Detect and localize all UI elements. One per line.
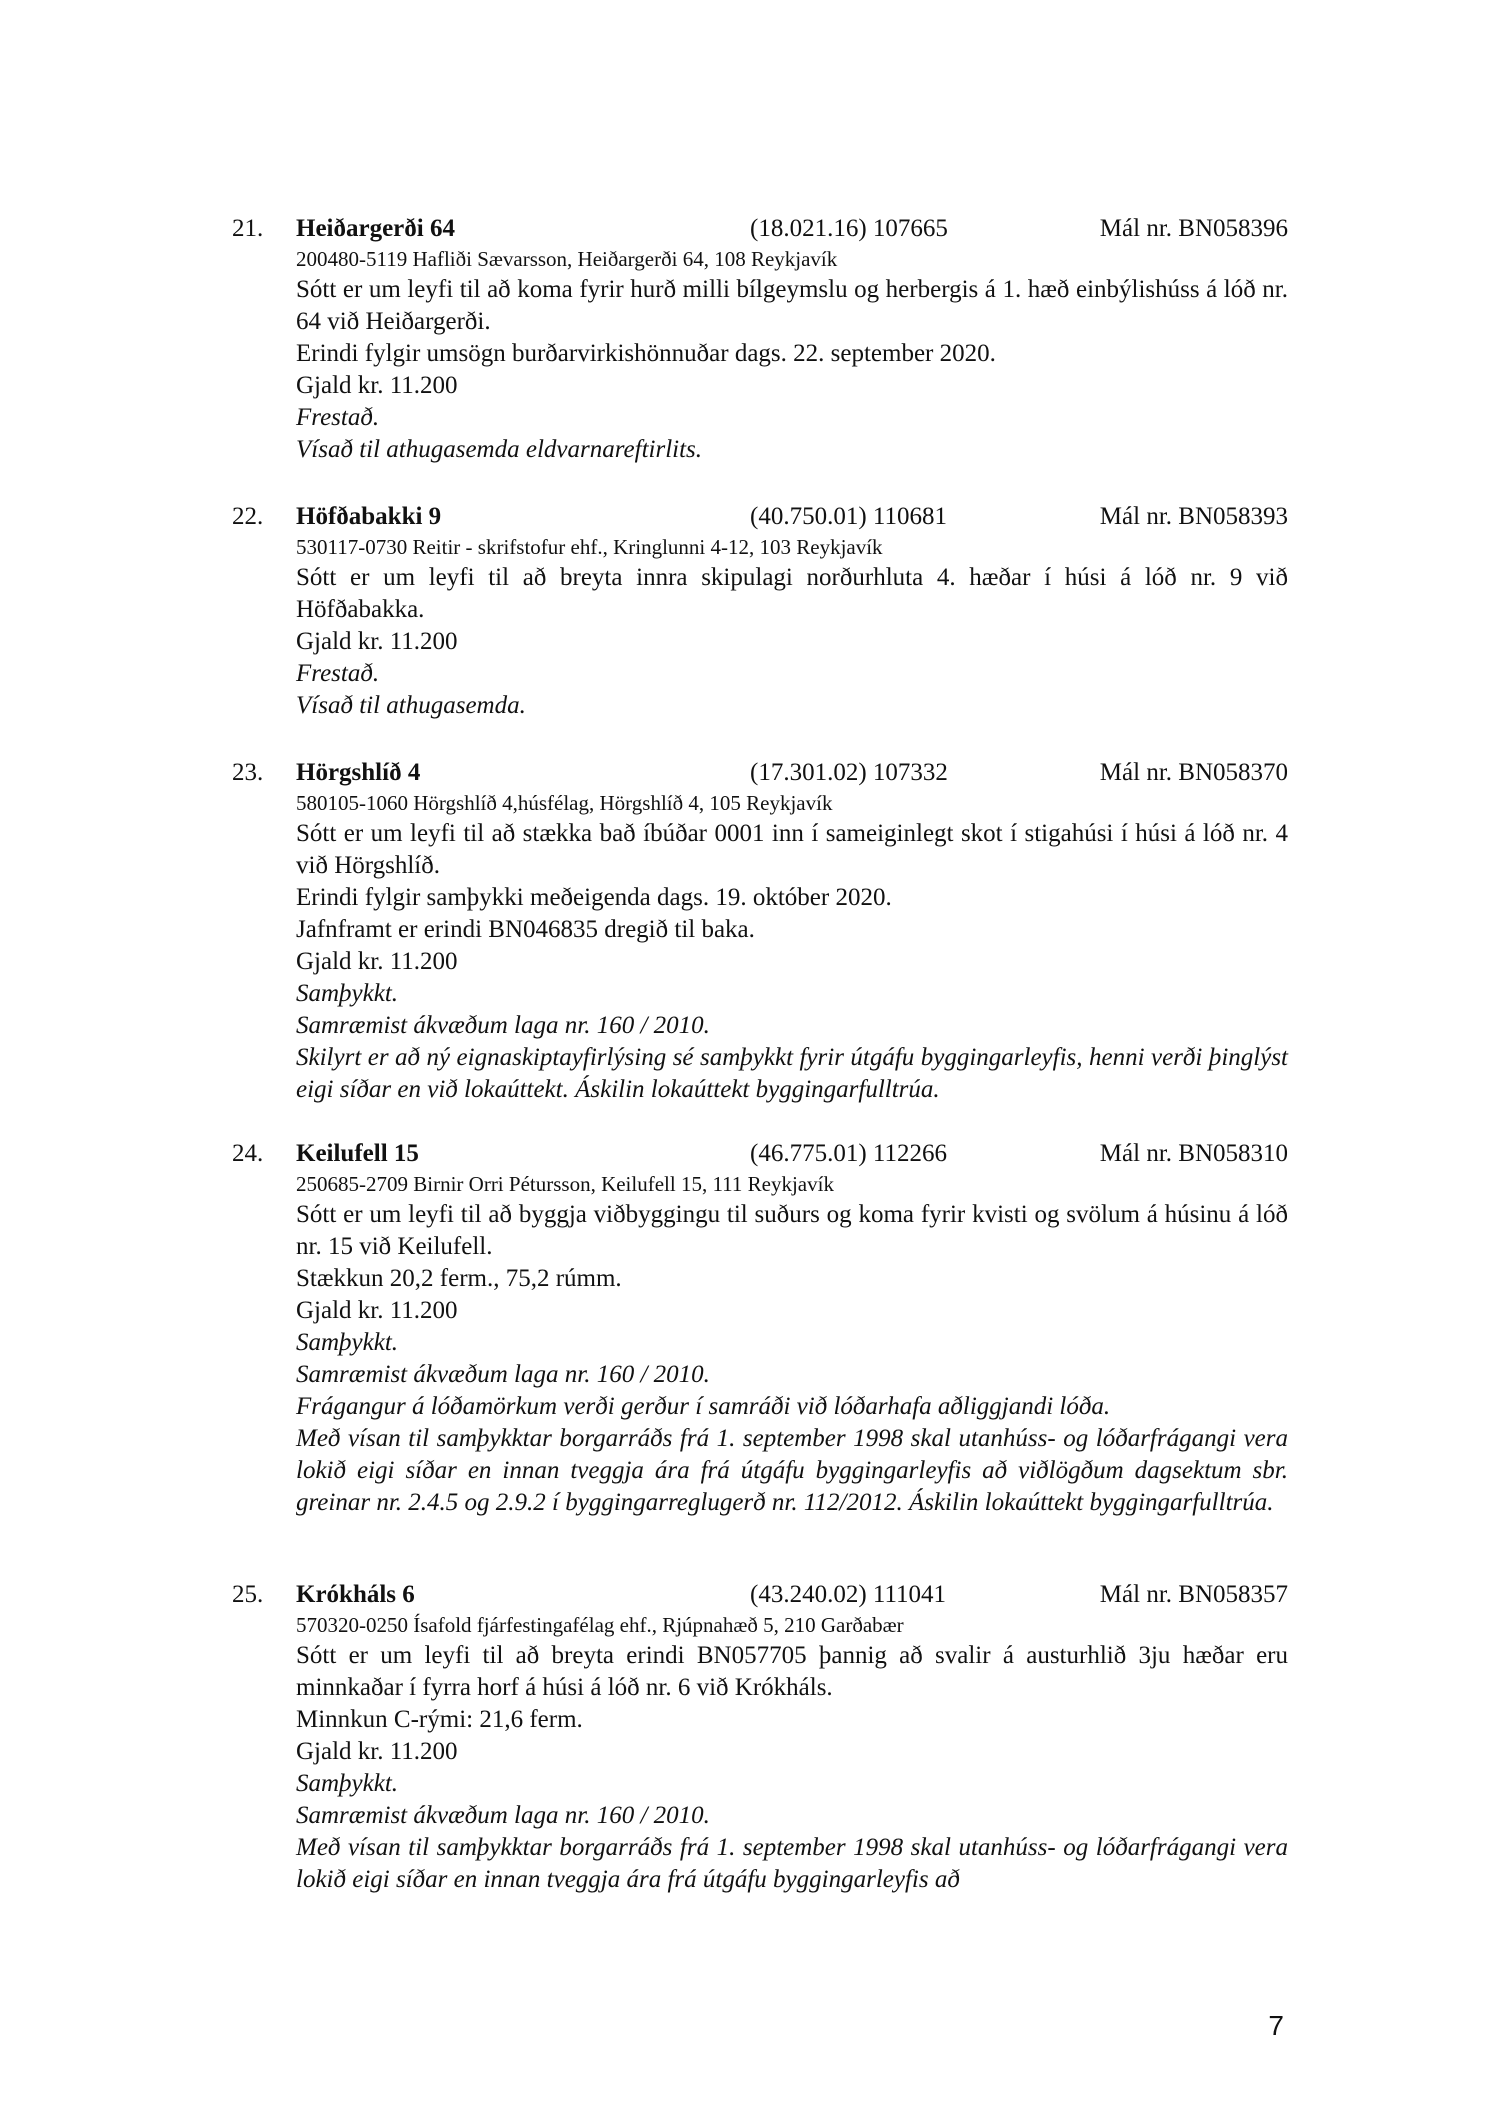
entry-header: [232, 212, 1288, 246]
entry-body: [296, 1612, 1288, 1896]
entry-line: Frágangur á lóðamörkum verði gerður í samráði við lóðarhafa aðliggjandi lóða.: [296, 1393, 1111, 1420]
entry-line: Gjald kr. 11.200: [296, 628, 458, 655]
entry-header: [232, 500, 1288, 534]
entry-body: [296, 246, 1288, 466]
entry-line: Sótt er um leyfi til að breyta erindi BN057705 þannig að svalir á austurhlið 3ju hæðar eru minnkaðar í fyrra horf á húsi á lóð nr. 6 við Krókháls.: [296, 1642, 1288, 1701]
property-address: Heiðargerði 64: [296, 215, 455, 242]
entry-line: Sótt er um leyfi til að koma fyrir hurð milli bílgeymslu og herbergis á 1. hæð einbýlishúss á lóð nr. 64 við Heiðargerði.: [296, 276, 1288, 335]
entry-line: Samræmist ákvæðum laga nr. 160 / 2010.: [296, 1012, 710, 1039]
entry-body: [296, 534, 1288, 722]
entry-line: Sótt er um leyfi til að stækka bað íbúðar 0001 inn í sameiginlegt skot í stigahúsi í húsi á lóð nr. 4 við Hörgshlíð.: [296, 820, 1288, 879]
case-entry-23: [232, 756, 1288, 1106]
entry-line: Jafnframt er erindi BN046835 dregið til baka.: [296, 916, 755, 943]
entry-line: Gjald kr. 11.200: [296, 1738, 458, 1765]
entry-line: Frestað.: [296, 404, 380, 431]
property-address: Krókháls 6: [296, 1581, 415, 1608]
property-address: Höfðabakki 9: [296, 503, 442, 530]
land-number: (17.301.02) 107332: [750, 759, 948, 786]
entry-header: [232, 1137, 1288, 1171]
entry-number: 24.: [232, 1140, 264, 1167]
entry-line: Skilyrt er að ný eignaskiptayfirlýsing sé samþykkt fyrir útgáfu byggingarleyfis, henni verði þinglýst eigi síðar en við lokaúttekt. Áskilin lokaúttekt byggingarfulltrúa.: [296, 1044, 1288, 1103]
entry-line: Erindi fylgir umsögn burðarvirkishönnuðar dags. 22. september 2020.: [296, 340, 996, 367]
entry-line: Sótt er um leyfi til að breyta innra skipulagi norðurhluta 4. hæðar í húsi á lóð nr. 9 við Höfðabakka.: [296, 564, 1288, 623]
applicant: 250685-2709 Birnir Orri Pétursson, Keilufell 15, 111 Reykjavík: [296, 1172, 834, 1196]
applicant: 200480-5119 Hafliði Sævarsson, Heiðargerði 64, 108 Reykjavík: [296, 247, 838, 271]
entry-line: Samþykkt.: [296, 1770, 399, 1797]
case-number: Mál nr. BN058370: [1099, 759, 1288, 786]
land-number: (18.021.16) 107665: [750, 215, 948, 242]
case-number: Mál nr. BN058396: [1099, 215, 1288, 242]
case-entry-22: [232, 500, 1288, 722]
land-number: (46.775.01) 112266: [750, 1140, 947, 1167]
case-entry-21: [232, 212, 1288, 466]
entry-line: Samþykkt.: [296, 1329, 399, 1356]
entry-line: Gjald kr. 11.200: [296, 1297, 458, 1324]
case-number: Mál nr. BN058393: [1099, 503, 1288, 530]
entry-line: Sótt er um leyfi til að byggja viðbyggingu til suðurs og koma fyrir kvisti og svölum á húsinu á lóð nr. 15 við Keilufell.: [296, 1201, 1288, 1260]
entry-number: 23.: [232, 759, 264, 786]
entry-number: 21.: [232, 215, 264, 242]
entry-line: Minnkun C-rými: 21,6 ferm.: [296, 1706, 583, 1733]
page-number: 7: [1268, 2010, 1284, 2041]
entry-number: 25.: [232, 1581, 264, 1608]
entry-line: Gjald kr. 11.200: [296, 948, 458, 975]
case-entry-25: [232, 1578, 1288, 1896]
entry-line: Samræmist ákvæðum laga nr. 160 / 2010.: [296, 1802, 710, 1829]
entry-header: [232, 1578, 1288, 1612]
entry-line: Samþykkt.: [296, 980, 399, 1007]
applicant: 530117-0730 Reitir - skrifstofur ehf., Kringlunni 4-12, 103 Reykjavík: [296, 535, 883, 559]
entry-line: Með vísan til samþykktar borgarráðs frá 1. september 1998 skal utanhúss- og lóðarfrágangi vera lokið eigi síðar en innan tveggja ára frá útgáfu byggingarleyfis að: [296, 1834, 1288, 1893]
entry-header: [232, 756, 1288, 790]
entry-line: Vísað til athugasemda.: [296, 692, 526, 719]
entry-body: [296, 1171, 1288, 1519]
applicant: 570320-0250 Ísafold fjárfestingafélag ehf., Rjúpnahæð 5, 210 Garðabær: [296, 1613, 904, 1637]
case-number: Mál nr. BN058357: [1099, 1581, 1288, 1608]
entry-body: [296, 790, 1288, 1106]
entry-line: Erindi fylgir samþykki meðeigenda dags. 19. október 2020.: [296, 884, 892, 911]
property-address: Hörgshlíð 4: [296, 759, 421, 786]
entry-line: Með vísan til samþykktar borgarráðs frá 1. september 1998 skal utanhúss- og lóðarfrágangi vera lokið eigi síðar en innan tveggja ára frá útgáfu byggingarleyfis að viðlögðum dagsektum sbr. greinar nr. 2.4.5 og 2.9.2 í byggingarreglugerð nr. 112/2012. Áskilin lokaúttekt byggingarfulltrúa.: [296, 1425, 1288, 1516]
entry-number: 22.: [232, 503, 264, 530]
entry-line: Frestað.: [296, 660, 380, 687]
land-number: (43.240.02) 111041: [750, 1581, 947, 1608]
case-entry-24: [232, 1137, 1288, 1519]
applicant: 580105-1060 Hörgshlíð 4,húsfélag, Hörgshlíð 4, 105 Reykjavík: [296, 791, 833, 815]
entry-line: Vísað til athugasemda eldvarnareftirlits.: [296, 436, 703, 463]
property-address: Keilufell 15: [296, 1140, 419, 1167]
land-number: (40.750.01) 110681: [750, 503, 947, 530]
entry-line: Samræmist ákvæðum laga nr. 160 / 2010.: [296, 1361, 710, 1388]
case-number: Mál nr. BN058310: [1099, 1140, 1288, 1167]
entry-line: Stækkun 20,2 ferm., 75,2 rúmm.: [296, 1265, 622, 1292]
entry-line: Gjald kr. 11.200: [296, 372, 458, 399]
